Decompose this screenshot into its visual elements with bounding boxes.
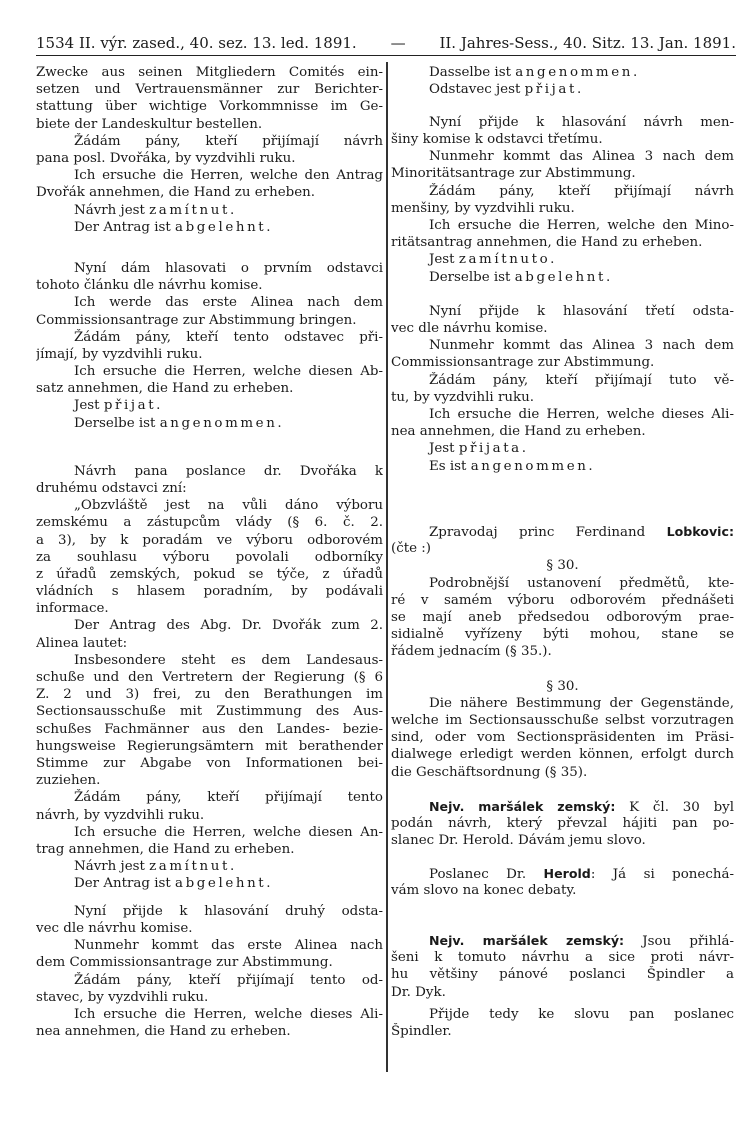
text-segment: sind, oder vom Sectionspräsidenten im Präsi- <box>391 730 734 746</box>
text-line <box>36 583 383 600</box>
text-line <box>36 397 383 414</box>
text-line <box>36 972 383 989</box>
text-line <box>391 234 734 251</box>
text-line <box>391 440 734 457</box>
text-line <box>36 532 383 549</box>
text-line <box>391 523 734 540</box>
text-segment: Nyní přijde k hlasování návrh men- <box>429 114 734 130</box>
speaker-name: Herold <box>543 865 591 881</box>
text-line <box>391 832 734 849</box>
text-segment: : Já si ponechá- <box>590 866 734 882</box>
text-segment: Jsou přihlá- <box>624 934 734 950</box>
text-segment: Derselbe ist <box>429 269 515 285</box>
text-segment: hungsweise Regierungsämtern mit berathender <box>36 738 383 754</box>
text-segment: Ich ersuche die Herren, welche diesen Ab- <box>74 364 383 380</box>
text-segment: Dasselbe ist <box>429 65 516 80</box>
emphasized-text: angenommen. <box>470 458 596 474</box>
paragraph-gap <box>391 475 734 523</box>
text-line <box>391 949 734 966</box>
text-line <box>36 98 383 115</box>
emphasized-text: angenommen. <box>515 65 640 80</box>
text-segment: Nunmehr kommt das erste Alinea nach <box>74 938 383 954</box>
text-segment: Nyní dám hlasovati o prvním odstavci <box>74 260 383 276</box>
text-line <box>391 882 734 899</box>
paragraph-gap <box>36 892 383 902</box>
text-segment: schuße und den Vertretern der Regierung (§ 6 <box>36 670 383 686</box>
left-column <box>36 64 383 1040</box>
text-segment: sidialně vyřízeny býti mohou, stane se <box>391 627 734 643</box>
emphasized-text: abgelehnt. <box>175 876 274 892</box>
text-segment: tu, by vyzdvihli ruku. <box>391 389 534 405</box>
paragraph-gap <box>391 660 734 677</box>
text-line <box>36 858 383 875</box>
speaker-name: Lobkovic: <box>666 523 734 539</box>
text-segment: ritätsantrag annehmen, die Hand zu erheben. <box>391 235 703 251</box>
text-segment: Ich ersuche die Herren, welche dieses Ali- <box>429 407 734 423</box>
text-line <box>391 798 734 815</box>
text-segment: Žádám pány, kteří přijímají tento <box>74 790 383 806</box>
text-line <box>36 260 383 277</box>
text-segment: druhému odstavci zní: <box>36 480 187 496</box>
text-line <box>36 807 383 824</box>
text-segment: Insbesondere steht es dem Landesaus- <box>74 652 383 668</box>
text-segment: Nunmehr kommt das Alinea 3 nach dem <box>429 338 734 354</box>
text-line <box>391 406 734 423</box>
text-line <box>391 354 734 371</box>
text-segment: šiny komise k odstavci třetímu. <box>391 132 603 148</box>
text-line <box>36 549 383 566</box>
text-line <box>36 116 383 133</box>
text-line <box>391 64 734 81</box>
text-line <box>36 824 383 841</box>
right-column <box>391 64 734 1040</box>
text-line <box>36 1023 383 1040</box>
text-segment: Návrh pana poslance dr. Dvořáka k <box>74 463 383 479</box>
text-line <box>36 81 383 98</box>
column-divider <box>386 62 388 1072</box>
text-segment: Žádám pány, kteří přijímají tuto vě- <box>429 372 734 388</box>
text-segment: dem Commissionsantrage zur Abstimmung. <box>36 955 333 971</box>
text-segment: za souhlasu výboru povolali odborníky <box>36 549 383 565</box>
text-segment: podán návrh, který převzal hájiti pan po- <box>391 816 734 832</box>
text-segment: zemskému a zástupcům vlády (§ 6. č. 2. <box>36 515 383 531</box>
paragraph-gap <box>391 286 734 303</box>
text-line <box>36 380 383 397</box>
text-line <box>36 346 383 363</box>
text-line <box>36 64 383 81</box>
section-heading <box>391 678 734 695</box>
text-line <box>391 251 734 268</box>
text-line <box>36 755 383 772</box>
text-line <box>36 277 383 294</box>
text-segment: vám slovo na konec debaty. <box>391 883 577 899</box>
text-line <box>391 1006 734 1023</box>
text-segment: (čte :) <box>391 541 432 557</box>
text-segment: Stimme zur Abgabe von Informationen bei- <box>36 755 383 771</box>
text-segment: šeni k tomuto návrhu a sice proti návr- <box>391 950 734 966</box>
text-line <box>36 989 383 1006</box>
text-segment: Dvořák annehmen, die Hand zu erheben. <box>36 185 315 201</box>
text-line <box>36 480 383 497</box>
text-line <box>36 294 383 311</box>
text-line <box>36 219 383 236</box>
text-line <box>391 337 734 354</box>
text-segment: Odstavec jest <box>429 82 525 98</box>
text-line <box>36 686 383 703</box>
text-segment: setzen und Vertrauensmänner zur Berichter- <box>36 82 383 98</box>
emphasized-text: zamítnut. <box>149 859 237 875</box>
paragraph-gap <box>391 850 734 865</box>
text-segment: nea annehmen, die Hand zu erheben. <box>36 1024 291 1040</box>
text-segment: vec dle návrhu komise. <box>36 920 193 936</box>
emphasized-text: zamítnut. <box>149 202 237 218</box>
emphasized-text: přijata. <box>458 441 529 457</box>
text-segment: informace. <box>36 601 109 617</box>
text-segment: a 3), by k poradám ve výboru odborovém <box>36 532 383 548</box>
text-line <box>36 669 383 686</box>
text-segment: Alinea lautet: <box>36 635 128 651</box>
text-line <box>36 617 383 634</box>
text-line <box>36 903 383 920</box>
text-segment: Žádám pány, kteří tento odstavec při- <box>74 329 383 345</box>
text-line <box>391 183 734 200</box>
text-segment: Der Antrag ist <box>74 876 175 892</box>
text-line <box>391 1023 734 1040</box>
text-line <box>391 165 734 182</box>
text-line <box>391 695 734 712</box>
text-segment: Ich ersuche die Herren, welche den Mino- <box>429 217 734 233</box>
emphasized-text: přijat. <box>524 82 584 98</box>
text-line <box>36 415 383 432</box>
text-line <box>391 148 734 165</box>
paragraph-gap <box>36 236 383 260</box>
text-segment: Žádám pány, kteří přijímají návrh <box>429 183 734 199</box>
running-header <box>36 34 736 56</box>
text-line <box>36 721 383 738</box>
text-line <box>391 966 734 983</box>
text-line <box>36 772 383 789</box>
emphasized-text: zamítnuto. <box>458 252 557 268</box>
text-segment: Commissionsantrage zur Abstimmung bringen. <box>36 312 357 328</box>
text-segment: Jest <box>429 252 459 268</box>
text-segment: Zpravodaj princ Ferdinand <box>429 524 667 540</box>
text-line <box>391 372 734 389</box>
text-segment: vládních s hlasem poradním, by podávali <box>36 584 383 600</box>
text-line <box>391 320 734 337</box>
paragraph-gap <box>391 899 734 932</box>
text-segment: Jest <box>429 441 459 457</box>
text-segment: Návrh jest <box>74 202 150 218</box>
text-line <box>391 712 734 729</box>
text-segment: Der Antrag ist <box>74 219 175 235</box>
text-line <box>36 363 383 380</box>
text-segment: se mají aneb předsedou odborovým prae- <box>391 609 734 625</box>
text-segment: biete der Landeskultur bestellen. <box>36 116 263 132</box>
text-line <box>391 217 734 234</box>
text-segment: Špindler. <box>391 1024 452 1040</box>
text-line <box>36 635 383 652</box>
text-segment: pana posl. Dvořáka, by vyzdvihli ruku. <box>36 150 296 166</box>
text-line <box>391 200 734 217</box>
text-line <box>36 841 383 858</box>
text-line <box>36 329 383 346</box>
paragraph-gap <box>391 781 734 798</box>
text-segment: Ich ersuche die Herren, welche diesen An- <box>74 824 383 840</box>
text-line <box>391 932 734 949</box>
text-line <box>391 764 734 781</box>
text-line <box>391 609 734 626</box>
text-segment: jímají, by vyzdvihli ruku. <box>36 346 203 362</box>
text-segment: dialwege erledigt werden können, erfolgt durch <box>391 747 734 763</box>
text-segment: Žádám pány, kteří přijímají návrh <box>74 133 383 149</box>
text-line <box>36 312 383 329</box>
header-dash: — <box>390 34 406 52</box>
text-segment: ré v samém výboru odborovém přednášeti <box>391 592 734 608</box>
text-segment: Ich ersuche die Herren, welche den Antrag <box>74 168 383 184</box>
section-heading <box>391 557 734 574</box>
text-line <box>391 423 734 440</box>
text-line <box>391 746 734 763</box>
text-segment: Návrh jest <box>74 859 150 875</box>
text-segment: stavec, by vyzdvihli ruku. <box>36 989 209 1005</box>
text-line <box>391 729 734 746</box>
text-segment: schußes Fachmänner aus den Landes- bezie- <box>36 721 383 737</box>
text-line <box>36 937 383 954</box>
text-line <box>391 643 734 660</box>
text-line <box>36 954 383 971</box>
text-segment: Dr. Dyk. <box>391 984 446 1000</box>
text-segment: řádem jednacím (§ 35.). <box>391 644 552 660</box>
text-segment: K čl. 30 byl <box>615 799 734 815</box>
text-segment: § 30. <box>546 678 579 694</box>
text-line <box>391 131 734 148</box>
text-segment: vec dle návrhu komise. <box>391 321 548 337</box>
speaker-name: Nejv. maršálek zemský: <box>429 933 625 949</box>
text-segment: Jest <box>74 398 104 414</box>
header-german: II. Jahres-Sess., 40. Sitz. 13. Jan. 1891. <box>439 34 736 52</box>
text-segment: Přijde tedy ke slovu pan poslanec <box>429 1006 734 1022</box>
text-line <box>391 592 734 609</box>
text-line <box>391 81 734 98</box>
text-line <box>36 600 383 617</box>
text-line <box>36 920 383 937</box>
text-segment: Poslanec Dr. <box>429 866 544 882</box>
text-line <box>36 566 383 583</box>
emphasized-text: abgelehnt. <box>175 219 274 235</box>
text-line <box>391 269 734 286</box>
text-segment: menšiny, by vyzdvihli ruku. <box>391 200 575 216</box>
text-line <box>391 303 734 320</box>
text-segment: návrh, by vyzdvihli ruku. <box>36 807 205 823</box>
text-segment: stattung über wichtige Vorkommnisse im Ge- <box>36 99 383 115</box>
text-line <box>36 738 383 755</box>
text-segment: nea annehmen, die Hand zu erheben. <box>391 424 646 440</box>
text-segment: Sectionsausschuße mit Zustimmung des Aus- <box>36 704 383 720</box>
text-line <box>36 184 383 201</box>
text-line <box>36 703 383 720</box>
text-segment: hu většiny pánové poslanci Špindler a <box>391 967 734 983</box>
text-segment: „Obzvláště jest na vůli dáno výboru <box>74 498 383 514</box>
emphasized-text: angenommen. <box>159 415 285 431</box>
text-segment: Ich werde das erste Alinea nach dem <box>74 295 383 311</box>
text-line <box>36 789 383 806</box>
text-line <box>391 114 734 131</box>
text-line <box>391 815 734 832</box>
text-segment: Minoritätsantrage zur Abstimmung. <box>391 166 636 182</box>
emphasized-text: přijat. <box>103 398 164 414</box>
text-line <box>36 463 383 480</box>
text-segment: Es ist <box>429 458 471 474</box>
emphasized-text: abgelehnt. <box>514 269 613 285</box>
text-segment: tohoto článku dle návrhu komise. <box>36 278 263 294</box>
text-line <box>36 875 383 892</box>
text-segment: Žádám pány, kteří přijímají tento od- <box>74 972 383 988</box>
text-segment: Commissionsantrage zur Abstimmung. <box>391 355 655 371</box>
text-segment: Z. 2 und 3) frei, zu den Berathungen im <box>36 687 383 703</box>
text-line <box>391 540 734 557</box>
text-segment: Nyní přijde k hlasování třetí odsta- <box>429 303 734 319</box>
text-segment: Derselbe ist <box>74 415 160 431</box>
text-segment: Zwecke aus seinen Mitgliedern Comités ein- <box>36 65 383 80</box>
text-segment: Der Antrag des Abg. Dr. Dvořák zum 2. <box>74 618 383 634</box>
text-segment: welche im Sectionsausschuße selbst vorzutragen <box>391 713 734 728</box>
text-segment: Nunmehr kommt das Alinea 3 nach dem <box>429 149 734 165</box>
text-segment: § 30. <box>546 558 579 574</box>
header-czech: 1534 II. výr. zased., 40. sez. 13. led. 1891. <box>36 34 357 52</box>
text-segment: slanec Dr. Herold. Dávám jemu slovo. <box>391 833 646 849</box>
text-line <box>36 133 383 150</box>
text-line <box>36 150 383 167</box>
text-line <box>36 1006 383 1023</box>
text-line <box>36 652 383 669</box>
text-line <box>391 865 734 882</box>
text-line <box>36 514 383 531</box>
text-line <box>391 984 734 1001</box>
text-segment: trag annehmen, die Hand zu erheben. <box>36 841 295 857</box>
speaker-name: Nejv. maršálek zemský: <box>429 798 616 814</box>
text-line <box>391 626 734 643</box>
text-line <box>36 202 383 219</box>
text-segment: z úřadů zemských, pokud se týče, z úřadů <box>36 566 383 582</box>
text-segment: satz annehmen, die Hand zu erheben. <box>36 381 294 397</box>
paragraph-gap <box>391 98 734 113</box>
text-segment: Ich ersuche die Herren, welche dieses Ali- <box>74 1006 383 1022</box>
text-segment: Podrobnější ustanovení předmětů, kte- <box>429 575 734 591</box>
text-line <box>391 389 734 406</box>
text-line <box>391 458 734 475</box>
text-line <box>36 497 383 514</box>
text-segment: zuziehen. <box>36 773 101 789</box>
text-segment: die Geschäftsordnung (§ 35). <box>391 764 588 780</box>
text-segment: Nyní přijde k hlasování druhý odsta- <box>74 903 383 919</box>
paragraph-gap <box>36 432 383 463</box>
text-line <box>391 575 734 592</box>
text-segment: Die nähere Bestimmung der Gegenstände, <box>429 695 734 711</box>
text-line <box>36 167 383 184</box>
